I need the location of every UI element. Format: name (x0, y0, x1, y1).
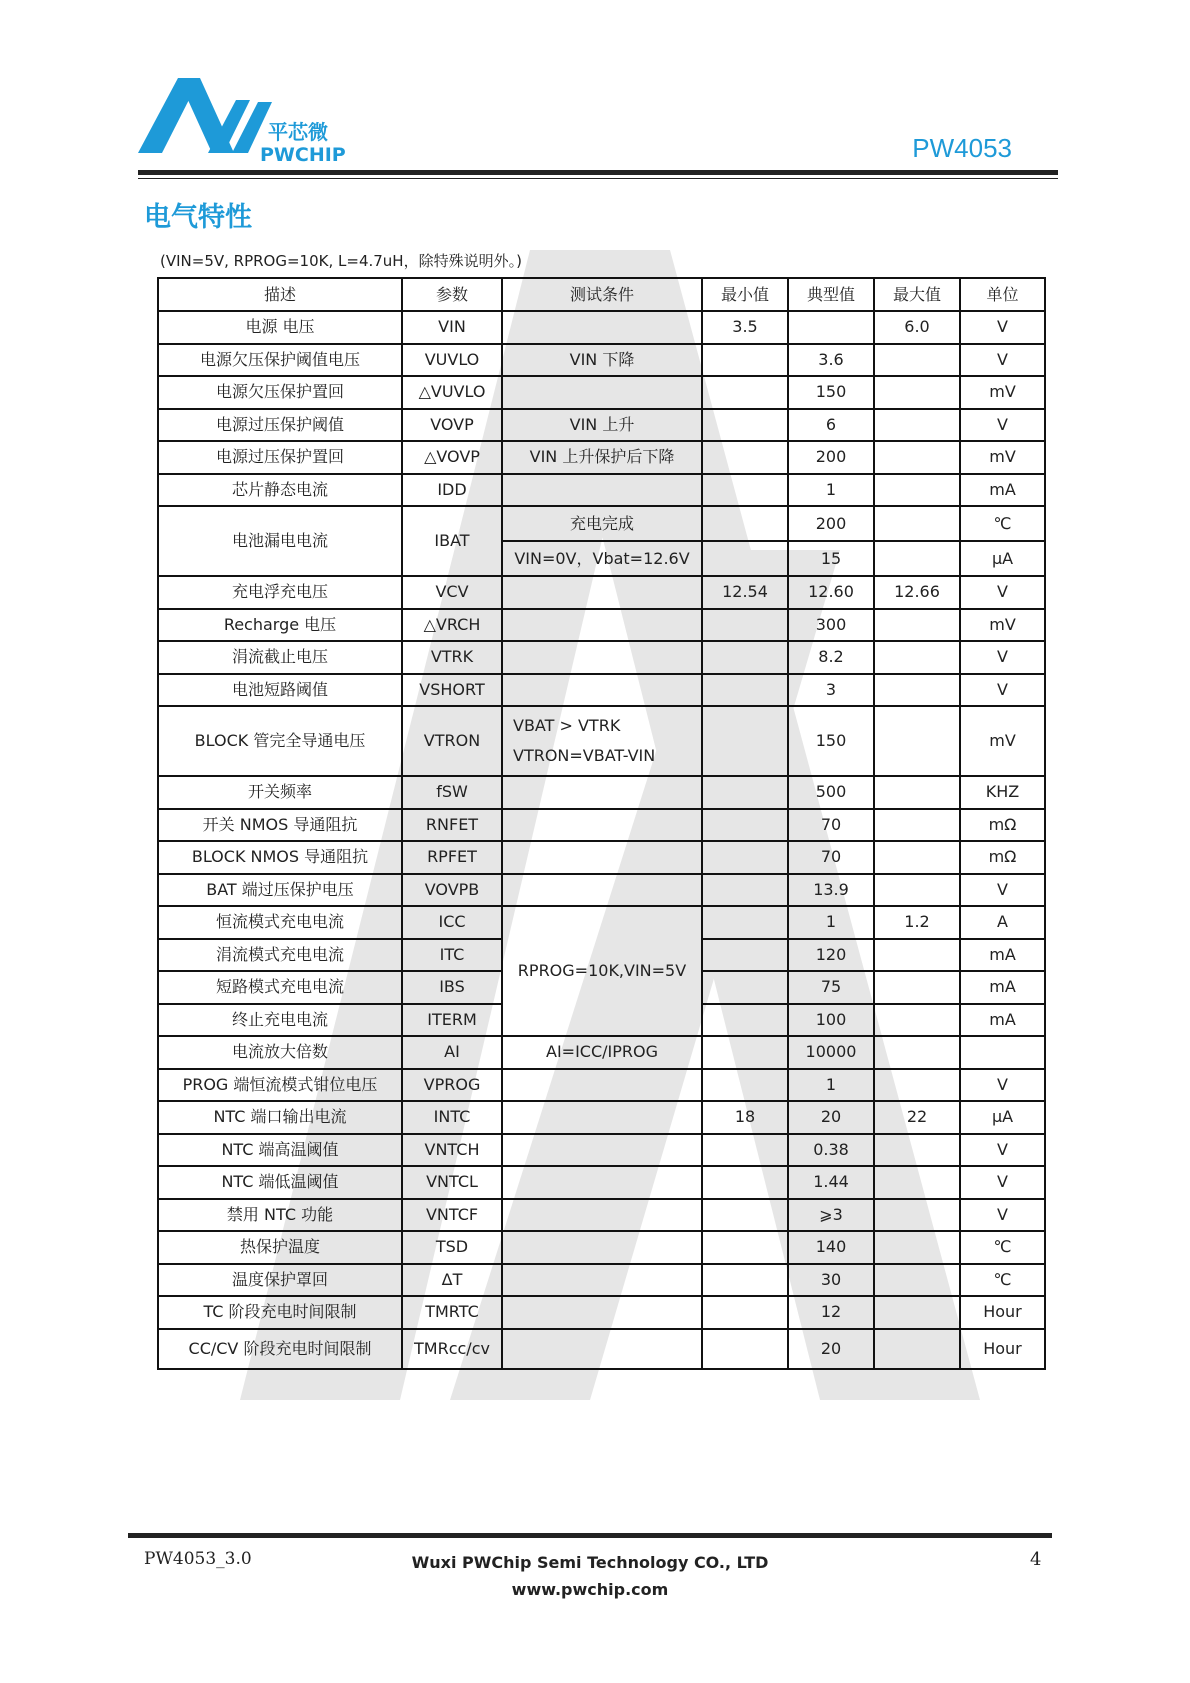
unit-cell: mV (960, 441, 1045, 474)
desc-cell: 温度保护罩回 (158, 1264, 402, 1297)
cond-cell (502, 641, 702, 674)
footer-company-block (400, 1549, 780, 1603)
min-cell (702, 906, 788, 939)
cond-cell (502, 776, 702, 809)
min-cell: 18 (702, 1101, 788, 1134)
param-cell: ΔT (402, 1264, 502, 1297)
table-row (158, 409, 1045, 442)
min-cell (702, 939, 788, 972)
table-row (158, 441, 1045, 474)
min-cell (702, 706, 788, 776)
min-cell (702, 1004, 788, 1037)
min-cell (702, 776, 788, 809)
param-cell: VNTCH (402, 1134, 502, 1167)
desc-cell: NTC 端口输出电流 (158, 1101, 402, 1134)
typ-cell: 70 (788, 809, 874, 842)
table-row (158, 609, 1045, 642)
min-cell (702, 506, 788, 541)
desc-cell: CC/CV 阶段充电时间限制 (158, 1329, 402, 1369)
max-cell (874, 841, 960, 874)
min-cell: 12.54 (702, 576, 788, 609)
unit-cell: Hour (960, 1296, 1045, 1329)
param-cell: VNTCL (402, 1166, 502, 1199)
table-row (158, 576, 1045, 609)
max-cell: 22 (874, 1101, 960, 1134)
max-cell (874, 1069, 960, 1102)
max-cell: 12.66 (874, 576, 960, 609)
min-cell (702, 1264, 788, 1297)
param-cell: INTC (402, 1101, 502, 1134)
desc-cell: 电源欠压保护置回 (158, 376, 402, 409)
min-cell (702, 1166, 788, 1199)
max-cell (874, 1264, 960, 1297)
unit-cell: V (960, 344, 1045, 377)
typ-cell: 6 (788, 409, 874, 442)
unit-cell: ℃ (960, 506, 1045, 541)
max-cell (874, 441, 960, 474)
desc-cell: 电源过压保护置回 (158, 441, 402, 474)
table-row (158, 506, 1045, 541)
typ-cell: 1 (788, 906, 874, 939)
desc-cell: 电源 电压 (158, 311, 402, 344)
param-cell: △VOVP (402, 441, 502, 474)
table-row (158, 1264, 1045, 1297)
table-row (158, 1231, 1045, 1264)
unit-cell: V (960, 409, 1045, 442)
section-title: 电气特性 (144, 202, 252, 233)
cond-cell (502, 706, 702, 776)
desc-cell: PROG 端恒流模式钳位电压 (158, 1069, 402, 1102)
param-cell: VTRK (402, 641, 502, 674)
typ-cell: 1 (788, 474, 874, 507)
param-cell: △VRCH (402, 609, 502, 642)
typ-cell: 8.2 (788, 641, 874, 674)
desc-cell: 电池短路阈值 (158, 674, 402, 707)
param-cell: VTRON (402, 706, 502, 776)
table-row (158, 706, 1045, 776)
max-cell (874, 1329, 960, 1369)
cond-cell (502, 609, 702, 642)
header-part-number: PW4053 (912, 133, 1012, 163)
unit-cell: A (960, 906, 1045, 939)
desc-cell: TC 阶段充电时间限制 (158, 1296, 402, 1329)
min-cell (702, 474, 788, 507)
table-row (158, 841, 1045, 874)
header-cell: 典型值 (788, 278, 874, 311)
table-row (158, 906, 1045, 939)
desc-cell: 充电浮充电压 (158, 576, 402, 609)
typ-cell: 70 (788, 841, 874, 874)
table-row (158, 1296, 1045, 1329)
unit-cell: KHZ (960, 776, 1045, 809)
desc-cell: 涓流截止电压 (158, 641, 402, 674)
footer-page-number: 4 (1030, 1549, 1042, 1570)
logo-english-name: PWCHIP (260, 144, 346, 166)
desc-cell: Recharge 电压 (158, 609, 402, 642)
min-cell (702, 1134, 788, 1167)
typ-cell: 140 (788, 1231, 874, 1264)
cond-cell (502, 809, 702, 842)
cond-cell: VIN 上升保护后下降 (502, 441, 702, 474)
min-cell (702, 809, 788, 842)
unit-cell: mA (960, 939, 1045, 972)
param-cell: ITERM (402, 1004, 502, 1037)
min-cell (702, 1329, 788, 1369)
param-cell: IBAT (402, 506, 502, 576)
max-cell (874, 971, 960, 1004)
desc-cell: 电源欠压保护阈值电压 (158, 344, 402, 377)
desc-cell: 开关 NMOS 导通阻抗 (158, 809, 402, 842)
cond-cell (502, 841, 702, 874)
unit-cell: V (960, 1069, 1045, 1102)
max-cell (874, 1036, 960, 1069)
unit-cell: mA (960, 971, 1045, 1004)
desc-cell: 电池漏电电流 (158, 506, 402, 576)
header-cell: 测试条件 (502, 278, 702, 311)
param-cell: VUVLO (402, 344, 502, 377)
param-cell: VCV (402, 576, 502, 609)
unit-cell: ℃ (960, 1231, 1045, 1264)
max-cell (874, 344, 960, 377)
max-cell (874, 541, 960, 576)
typ-cell: 15 (788, 541, 874, 576)
unit-cell: mV (960, 706, 1045, 776)
unit-cell: V (960, 576, 1045, 609)
cond-cell (502, 311, 702, 344)
min-cell (702, 541, 788, 576)
unit-cell: μA (960, 541, 1045, 576)
table-row (158, 1329, 1045, 1369)
unit-cell: mA (960, 474, 1045, 507)
cond-cell: AI=ICC/IPROG (502, 1036, 702, 1069)
typ-cell: 13.9 (788, 874, 874, 907)
table-row (158, 1036, 1045, 1069)
header-rule-thin (138, 178, 1058, 179)
footer-doc-version: PW4053_3.0 (144, 1549, 252, 1569)
param-cell: VSHORT (402, 674, 502, 707)
desc-cell: 电源过压保护阈值 (158, 409, 402, 442)
param-cell: fSW (402, 776, 502, 809)
table-row (158, 376, 1045, 409)
footer-company: Wuxi PWChip Semi Technology CO., LTD (411, 1553, 769, 1572)
param-cell: TMRTC (402, 1296, 502, 1329)
cond-cell (502, 1069, 702, 1102)
cond-line: VBAT > VTRK (513, 716, 621, 735)
max-cell (874, 776, 960, 809)
cond-cell (502, 1101, 702, 1134)
unit-cell: V (960, 1166, 1045, 1199)
table-row (158, 1069, 1045, 1102)
param-cell: RNFET (402, 809, 502, 842)
typ-cell: 1 (788, 1069, 874, 1102)
cond-cell (502, 474, 702, 507)
min-cell (702, 841, 788, 874)
cond-cell (502, 576, 702, 609)
typ-cell: 20 (788, 1101, 874, 1134)
unit-cell: V (960, 1199, 1045, 1232)
param-cell: △VUVLO (402, 376, 502, 409)
desc-cell: 涓流模式充电电流 (158, 939, 402, 972)
min-cell (702, 441, 788, 474)
cond-cell: VIN 下降 (502, 344, 702, 377)
max-cell (874, 1231, 960, 1264)
param-cell: TSD (402, 1231, 502, 1264)
desc-cell: BLOCK NMOS 导通阻抗 (158, 841, 402, 874)
unit-cell: mΩ (960, 841, 1045, 874)
typ-cell: 0.38 (788, 1134, 874, 1167)
table-row (158, 874, 1045, 907)
desc-cell: NTC 端高温阈值 (158, 1134, 402, 1167)
header-cell: 参数 (402, 278, 502, 311)
table-row (158, 1101, 1045, 1134)
cond-cell (502, 674, 702, 707)
unit-cell: mA (960, 1004, 1045, 1037)
min-cell (702, 376, 788, 409)
max-cell: 6.0 (874, 311, 960, 344)
typ-cell: 100 (788, 1004, 874, 1037)
max-cell (874, 376, 960, 409)
desc-cell: 电流放大倍数 (158, 1036, 402, 1069)
max-cell (874, 609, 960, 642)
cond-cell (502, 1231, 702, 1264)
desc-cell: BLOCK 管完全导通电压 (158, 706, 402, 776)
unit-cell: V (960, 311, 1045, 344)
param-cell: ITC (402, 939, 502, 972)
header-cell: 最大值 (874, 278, 960, 311)
cond-cell (502, 1166, 702, 1199)
typ-cell: 12.60 (788, 576, 874, 609)
min-cell (702, 344, 788, 377)
typ-cell: 150 (788, 706, 874, 776)
min-cell (702, 1199, 788, 1232)
typ-cell (788, 311, 874, 344)
footer-rule (128, 1533, 1052, 1538)
typ-cell: 120 (788, 939, 874, 972)
typ-cell: 150 (788, 376, 874, 409)
header-rule (138, 170, 1058, 175)
test-conditions-note: (VIN=5V, RPROG=10K, L=4.7uH，除特殊说明外。) (160, 252, 522, 270)
unit-cell: μA (960, 1101, 1045, 1134)
unit-cell: Hour (960, 1329, 1045, 1369)
cond-cell (502, 1264, 702, 1297)
desc-cell: 芯片静态电流 (158, 474, 402, 507)
cond-cell: VIN=0V，Vbat=12.6V (502, 541, 702, 576)
electrical-characteristics-table (157, 277, 1046, 1370)
desc-cell: 恒流模式充电电流 (158, 906, 402, 939)
table-header-row (158, 278, 1045, 311)
typ-cell: 75 (788, 971, 874, 1004)
desc-cell: 开关频率 (158, 776, 402, 809)
typ-cell: 500 (788, 776, 874, 809)
desc-cell: 热保护温度 (158, 1231, 402, 1264)
min-cell (702, 874, 788, 907)
typ-cell: 200 (788, 441, 874, 474)
table-row (158, 641, 1045, 674)
param-cell: VIN (402, 311, 502, 344)
cond-cell (502, 1199, 702, 1232)
table-row (158, 1134, 1045, 1167)
typ-cell: 10000 (788, 1036, 874, 1069)
footer-website: www.pwchip.com (511, 1580, 669, 1599)
param-cell: IBS (402, 971, 502, 1004)
min-cell (702, 971, 788, 1004)
header-cell: 描述 (158, 278, 402, 311)
typ-cell: ⩾3 (788, 1199, 874, 1232)
max-cell (874, 1166, 960, 1199)
cond-cell: 充电完成 (502, 506, 702, 541)
unit-cell: mV (960, 609, 1045, 642)
typ-cell: 3 (788, 674, 874, 707)
max-cell (874, 1004, 960, 1037)
max-cell (874, 1199, 960, 1232)
min-cell (702, 409, 788, 442)
max-cell (874, 409, 960, 442)
param-cell: VOVPB (402, 874, 502, 907)
min-cell (702, 1036, 788, 1069)
param-cell: VNTCF (402, 1199, 502, 1232)
param-cell: AI (402, 1036, 502, 1069)
table-row (158, 674, 1045, 707)
table-row (158, 474, 1045, 507)
table-row (158, 311, 1045, 344)
logo-chinese-name: 平芯微 (268, 120, 328, 144)
typ-cell: 300 (788, 609, 874, 642)
table-row (158, 776, 1045, 809)
typ-cell: 20 (788, 1329, 874, 1369)
unit-cell: V (960, 674, 1045, 707)
max-cell (874, 641, 960, 674)
cond-cell (502, 376, 702, 409)
param-cell: VPROG (402, 1069, 502, 1102)
max-cell (874, 809, 960, 842)
header-cell: 单位 (960, 278, 1045, 311)
param-cell: IDD (402, 474, 502, 507)
unit-cell: mΩ (960, 809, 1045, 842)
cond-cell (502, 1134, 702, 1167)
cond-cell: VIN 上升 (502, 409, 702, 442)
min-cell (702, 1069, 788, 1102)
param-cell: TMRcc/cv (402, 1329, 502, 1369)
cond-line: VTRON=VBAT-VIN (513, 746, 656, 765)
param-cell: VOVP (402, 409, 502, 442)
max-cell: 1.2 (874, 906, 960, 939)
unit-cell: mV (960, 376, 1045, 409)
max-cell (874, 474, 960, 507)
typ-cell: 30 (788, 1264, 874, 1297)
desc-cell: 短路模式充电电流 (158, 971, 402, 1004)
max-cell (874, 1296, 960, 1329)
min-cell (702, 1231, 788, 1264)
max-cell (874, 874, 960, 907)
min-cell (702, 609, 788, 642)
unit-cell: V (960, 641, 1045, 674)
desc-cell: 终止充电电流 (158, 1004, 402, 1037)
header-cell: 最小值 (702, 278, 788, 311)
unit-cell: V (960, 874, 1045, 907)
typ-cell: 1.44 (788, 1166, 874, 1199)
typ-cell: 12 (788, 1296, 874, 1329)
cond-cell (502, 1329, 702, 1369)
unit-cell: ℃ (960, 1264, 1045, 1297)
max-cell (874, 1134, 960, 1167)
max-cell (874, 939, 960, 972)
max-cell (874, 506, 960, 541)
table-row (158, 1199, 1045, 1232)
table-row (158, 344, 1045, 377)
desc-cell: NTC 端低温阈值 (158, 1166, 402, 1199)
cond-cell (502, 874, 702, 907)
max-cell (874, 674, 960, 707)
desc-cell: 禁用 NTC 功能 (158, 1199, 402, 1232)
table-row (158, 1166, 1045, 1199)
max-cell (874, 706, 960, 776)
table-row (158, 809, 1045, 842)
param-cell: ICC (402, 906, 502, 939)
min-cell: 3.5 (702, 311, 788, 344)
min-cell (702, 641, 788, 674)
cond-cell: RPROG=10K,VIN=5V (502, 906, 702, 1036)
min-cell (702, 674, 788, 707)
desc-cell: BAT 端过压保护电压 (158, 874, 402, 907)
unit-cell: V (960, 1134, 1045, 1167)
cond-cell (502, 1296, 702, 1329)
param-cell: RPFET (402, 841, 502, 874)
min-cell (702, 1296, 788, 1329)
unit-cell (960, 1036, 1045, 1069)
typ-cell: 3.6 (788, 344, 874, 377)
typ-cell: 200 (788, 506, 874, 541)
